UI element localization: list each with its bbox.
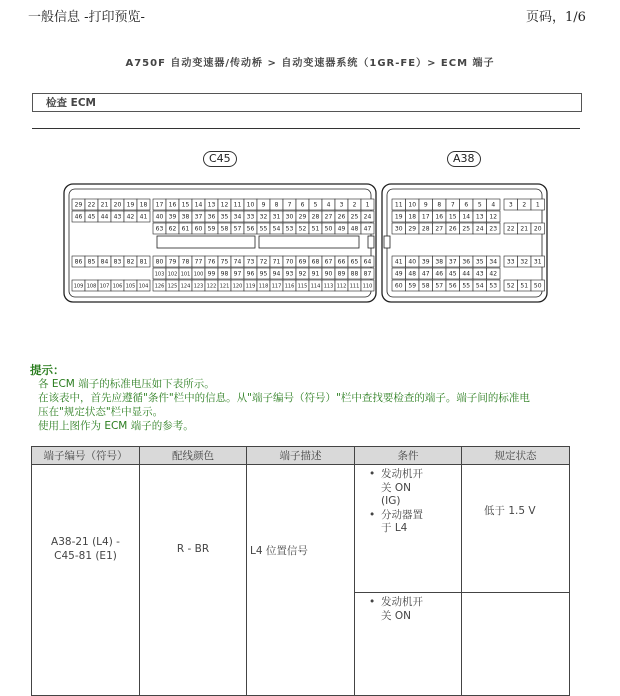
pin-label: 57 <box>435 282 444 290</box>
pin-label: 69 <box>298 258 307 266</box>
pin-label: 24 <box>363 213 372 221</box>
pin-label: 51 <box>520 282 529 290</box>
pin-label: 5 <box>477 201 482 209</box>
pin-label: 43 <box>113 213 122 221</box>
pin-label: 95 <box>259 270 268 278</box>
pin-label: 97 <box>233 270 242 278</box>
pin-label: 38 <box>435 258 444 266</box>
pin-label: 35 <box>475 258 484 266</box>
header-condition: 条件 <box>355 447 462 465</box>
pin-label: 43 <box>475 270 484 278</box>
pin-label: 21 <box>100 201 109 209</box>
pin-label: 46 <box>435 270 444 278</box>
pin-label: 40 <box>155 213 164 221</box>
pin-label: 7 <box>450 201 455 209</box>
pin-label: 59 <box>207 225 216 233</box>
pin-label: 114 <box>310 283 321 290</box>
pin-label: 1 <box>535 201 540 209</box>
pin-label: 60 <box>394 282 403 290</box>
pin-label: 52 <box>298 225 307 233</box>
header-spec: 规定状态 <box>462 447 570 465</box>
pin-label: 37 <box>194 213 203 221</box>
condition-item: • 发动机开关 ON (IG) <box>369 468 429 509</box>
pin-label: 126 <box>154 283 165 290</box>
pin-label: 8 <box>437 201 442 209</box>
pin-label: 77 <box>194 258 203 266</box>
pin-label: 118 <box>258 283 269 290</box>
pin-label: 15 <box>448 213 457 221</box>
pin-label: 57 <box>233 225 242 233</box>
pin-label: 79 <box>168 258 177 266</box>
cell-condition-2 <box>355 593 462 696</box>
pin-label: 14 <box>462 213 471 221</box>
pin-label: 12 <box>220 201 229 209</box>
page-number: 页码，1/6 <box>526 10 586 25</box>
pin-label: 30 <box>285 213 294 221</box>
pin-label: 3 <box>508 201 513 209</box>
pin-label: 42 <box>126 213 135 221</box>
connector-label-c45: C45 <box>203 151 237 167</box>
pin-label: 19 <box>126 201 135 209</box>
pin-label: 98 <box>220 270 229 278</box>
pin-label: 41 <box>139 213 148 221</box>
pin-label: 39 <box>421 258 430 266</box>
tip-line: 压在"规定状态"栏中显示。 <box>38 406 164 418</box>
pin-label: 24 <box>475 225 484 233</box>
pin-label: 34 <box>489 258 498 266</box>
pin-label: 124 <box>180 283 191 290</box>
pin-label: 59 <box>408 282 417 290</box>
pin-label: 121 <box>219 283 230 290</box>
pin-label: 47 <box>363 225 372 233</box>
pin-label: 123 <box>193 283 204 290</box>
pin-label: 58 <box>421 282 430 290</box>
pin-label: 18 <box>408 213 417 221</box>
pin-label: 84 <box>100 258 109 266</box>
pin-label: 48 <box>350 225 359 233</box>
pin-label: 72 <box>259 258 268 266</box>
pin-label: 119 <box>245 283 256 290</box>
pin-label: 73 <box>246 258 255 266</box>
pin-label: 14 <box>194 201 203 209</box>
pin-label: 18 <box>139 201 148 209</box>
pin-label: 53 <box>489 282 498 290</box>
header-wire-color: 配线颜色 <box>140 447 247 465</box>
breadcrumb <box>0 54 620 69</box>
pin-label: 4 <box>491 201 496 209</box>
ecm-connector-diagram <box>62 182 550 304</box>
pin-label: 25 <box>350 213 359 221</box>
print-preview-title: 一般信息 -打印预览- <box>28 10 145 25</box>
pin-label: 54 <box>272 225 281 233</box>
pin-label: 31 <box>533 258 542 266</box>
section-title: 检查 ECM <box>46 97 96 109</box>
tip-line: 在该表中，首先应遵循"条件"栏中的信息。从"端子编号（符号）"栏中查找要检查的端子。端子间的标准电 <box>38 392 530 404</box>
pin-label: 10 <box>408 201 417 209</box>
pin-label: 91 <box>311 270 320 278</box>
pin-label: 89 <box>337 270 346 278</box>
pin-label: 9 <box>261 201 266 209</box>
pin-label: 3 <box>339 201 344 209</box>
pin-label: 9 <box>423 201 428 209</box>
pin-label: 32 <box>259 213 268 221</box>
pin-label: 36 <box>462 258 471 266</box>
pin-label: 94 <box>272 270 281 278</box>
pin-label: 106 <box>112 283 123 290</box>
tip-line: 使用上图作为 ECM 端子的参考。 <box>38 420 194 432</box>
pin-label: 105 <box>125 283 136 290</box>
pin-label: 51 <box>311 225 320 233</box>
pin-label: 88 <box>350 270 359 278</box>
pin-label: 20 <box>113 201 122 209</box>
pin-label: 11 <box>394 201 403 209</box>
pin-label: 99 <box>207 270 216 278</box>
pin-label: 44 <box>100 213 109 221</box>
cell-description: L4 位置信号 <box>247 465 355 696</box>
pin-label: 5 <box>313 201 318 209</box>
pin-label: 49 <box>394 270 403 278</box>
pin-label: 13 <box>207 201 216 209</box>
pin-label: 85 <box>87 258 96 266</box>
pin-label: 58 <box>220 225 229 233</box>
pin-label: 107 <box>99 283 110 290</box>
pin-label: 20 <box>533 225 542 233</box>
pin-label: 87 <box>363 270 372 278</box>
pin-label: 35 <box>220 213 229 221</box>
pin-label: 13 <box>475 213 484 221</box>
pin-label: 67 <box>324 258 333 266</box>
pin-label: 60 <box>194 225 203 233</box>
pin-label: 41 <box>394 258 403 266</box>
pin-label: 26 <box>448 225 457 233</box>
pin-label: 109 <box>73 283 84 290</box>
pin-label: 80 <box>155 258 164 266</box>
pin-label: 50 <box>533 282 542 290</box>
pin-label: 4 <box>326 201 331 209</box>
pin-label: 103 <box>154 271 165 278</box>
cell-terminal: A38-21 (L4) - C45-81 (E1) <box>32 465 140 696</box>
tip-title: 提示： <box>30 363 65 377</box>
pin-label: 104 <box>138 283 149 290</box>
pin-label: 26 <box>337 213 346 221</box>
pin-label: 32 <box>520 258 529 266</box>
pin-label: 92 <box>298 270 307 278</box>
pin-label: 81 <box>139 258 148 266</box>
table-header-row <box>32 447 570 465</box>
pin-label: 33 <box>506 258 515 266</box>
pin-label: 28 <box>311 213 320 221</box>
pin-label: 46 <box>74 213 83 221</box>
pin-label: 112 <box>336 283 347 290</box>
condition-item: • 发动机开关 ON <box>369 596 429 623</box>
divider <box>32 128 580 129</box>
pin-label: 53 <box>285 225 294 233</box>
pin-label: 101 <box>180 271 191 278</box>
pin-label: 76 <box>207 258 216 266</box>
pin-label: 111 <box>349 283 360 290</box>
pin-label: 6 <box>300 201 305 209</box>
pin-label: 47 <box>421 270 430 278</box>
pin-label: 30 <box>394 225 403 233</box>
pin-label: 7 <box>287 201 292 209</box>
pin-label: 34 <box>233 213 242 221</box>
pin-label: 100 <box>193 271 204 278</box>
pin-label: 93 <box>285 270 294 278</box>
pin-label: 44 <box>462 270 471 278</box>
pin-label: 50 <box>324 225 333 233</box>
pin-label: 40 <box>408 258 417 266</box>
pin-label: 102 <box>167 271 178 278</box>
pin-label: 75 <box>220 258 229 266</box>
pin-label: 54 <box>475 282 484 290</box>
c45-latch-right <box>259 236 359 248</box>
pin-label: 17 <box>155 201 164 209</box>
pin-label: 74 <box>233 258 242 266</box>
pin-label: 45 <box>87 213 96 221</box>
pin-label: 31 <box>272 213 281 221</box>
pin-label: 15 <box>181 201 190 209</box>
pin-label: 116 <box>284 283 295 290</box>
pin-label: 37 <box>448 258 457 266</box>
pin-label: 120 <box>232 283 243 290</box>
cell-wire-color: R - BR <box>140 465 247 696</box>
pin-label: 61 <box>181 225 190 233</box>
pin-label: 45 <box>448 270 457 278</box>
pin-label: 90 <box>324 270 333 278</box>
pin-label: 115 <box>297 283 308 290</box>
pin-label: 2 <box>522 201 527 209</box>
pin-label: 78 <box>181 258 190 266</box>
pin-label: 6 <box>464 201 469 209</box>
a38-key <box>384 236 390 248</box>
pin-label: 64 <box>363 258 372 266</box>
pin-label: 11 <box>233 201 242 209</box>
pin-label: 42 <box>489 270 498 278</box>
pin-label: 52 <box>506 282 515 290</box>
cell-spec-1: 低于 1.5 V <box>462 465 570 593</box>
pin-label: 19 <box>394 213 403 221</box>
pin-label: 117 <box>271 283 282 290</box>
condition-list <box>355 596 461 623</box>
pin-label: 38 <box>181 213 190 221</box>
pin-label: 8 <box>274 201 279 209</box>
pin-label: 71 <box>272 258 281 266</box>
pin-label: 27 <box>324 213 333 221</box>
cell-spec-2 <box>462 593 570 696</box>
pin-label: 39 <box>168 213 177 221</box>
c45-key <box>368 236 374 248</box>
pin-label: 113 <box>323 283 334 290</box>
pin-label: 29 <box>74 201 83 209</box>
tip-line: 各 ECM 端子的标准电压如下表所示。 <box>38 378 215 390</box>
pin-label: 29 <box>298 213 307 221</box>
pin-label: 55 <box>259 225 268 233</box>
pin-label: 16 <box>168 201 177 209</box>
condition-item: • 分动器置于 L4 <box>369 509 429 536</box>
connector-label-a38: A38 <box>447 151 481 167</box>
pin-label: 2 <box>352 201 357 209</box>
condition-list <box>355 468 461 536</box>
pin-label: 25 <box>462 225 471 233</box>
pin-label: 62 <box>168 225 177 233</box>
pin-label: 33 <box>246 213 255 221</box>
pin-label: 83 <box>113 258 122 266</box>
pin-label: 56 <box>448 282 457 290</box>
pin-label: 29 <box>408 225 417 233</box>
pin-label: 22 <box>87 201 96 209</box>
pin-label: 48 <box>408 270 417 278</box>
pin-label: 1 <box>365 201 370 209</box>
pin-label: 17 <box>421 213 430 221</box>
pin-label: 110 <box>362 283 373 290</box>
pin-label: 23 <box>489 225 498 233</box>
pin-label: 125 <box>167 283 178 290</box>
pin-label: 28 <box>421 225 430 233</box>
pin-label: 21 <box>520 225 529 233</box>
pin-label: 49 <box>337 225 346 233</box>
c45-latch-left <box>157 236 255 248</box>
pin-label: 56 <box>246 225 255 233</box>
cell-condition-1 <box>355 465 462 593</box>
table-row <box>32 465 570 593</box>
pin-label: 68 <box>311 258 320 266</box>
pin-label: 86 <box>74 258 83 266</box>
pin-label: 27 <box>435 225 444 233</box>
pin-label: 82 <box>126 258 135 266</box>
breadcrumb-text: A750F 自动变速器/传动桥 > 自动变速器系统（1GR-FE）> ECM 端子 <box>125 58 495 69</box>
pin-label: 22 <box>506 225 515 233</box>
pin-label: 63 <box>155 225 164 233</box>
pin-label: 16 <box>435 213 444 221</box>
pin-label: 65 <box>350 258 359 266</box>
pin-label: 36 <box>207 213 216 221</box>
pin-label: 12 <box>489 213 498 221</box>
pin-label: 55 <box>462 282 471 290</box>
section-title-box <box>32 93 582 112</box>
ecm-terminal-table <box>31 446 570 696</box>
pin-label: 70 <box>285 258 294 266</box>
pin-label: 122 <box>206 283 217 290</box>
header-description: 端子描述 <box>247 447 355 465</box>
pin-label: 96 <box>246 270 255 278</box>
pin-label: 10 <box>246 201 255 209</box>
pin-label: 108 <box>86 283 97 290</box>
header-terminal: 端子编号（符号） <box>32 447 140 465</box>
pin-label: 66 <box>337 258 346 266</box>
